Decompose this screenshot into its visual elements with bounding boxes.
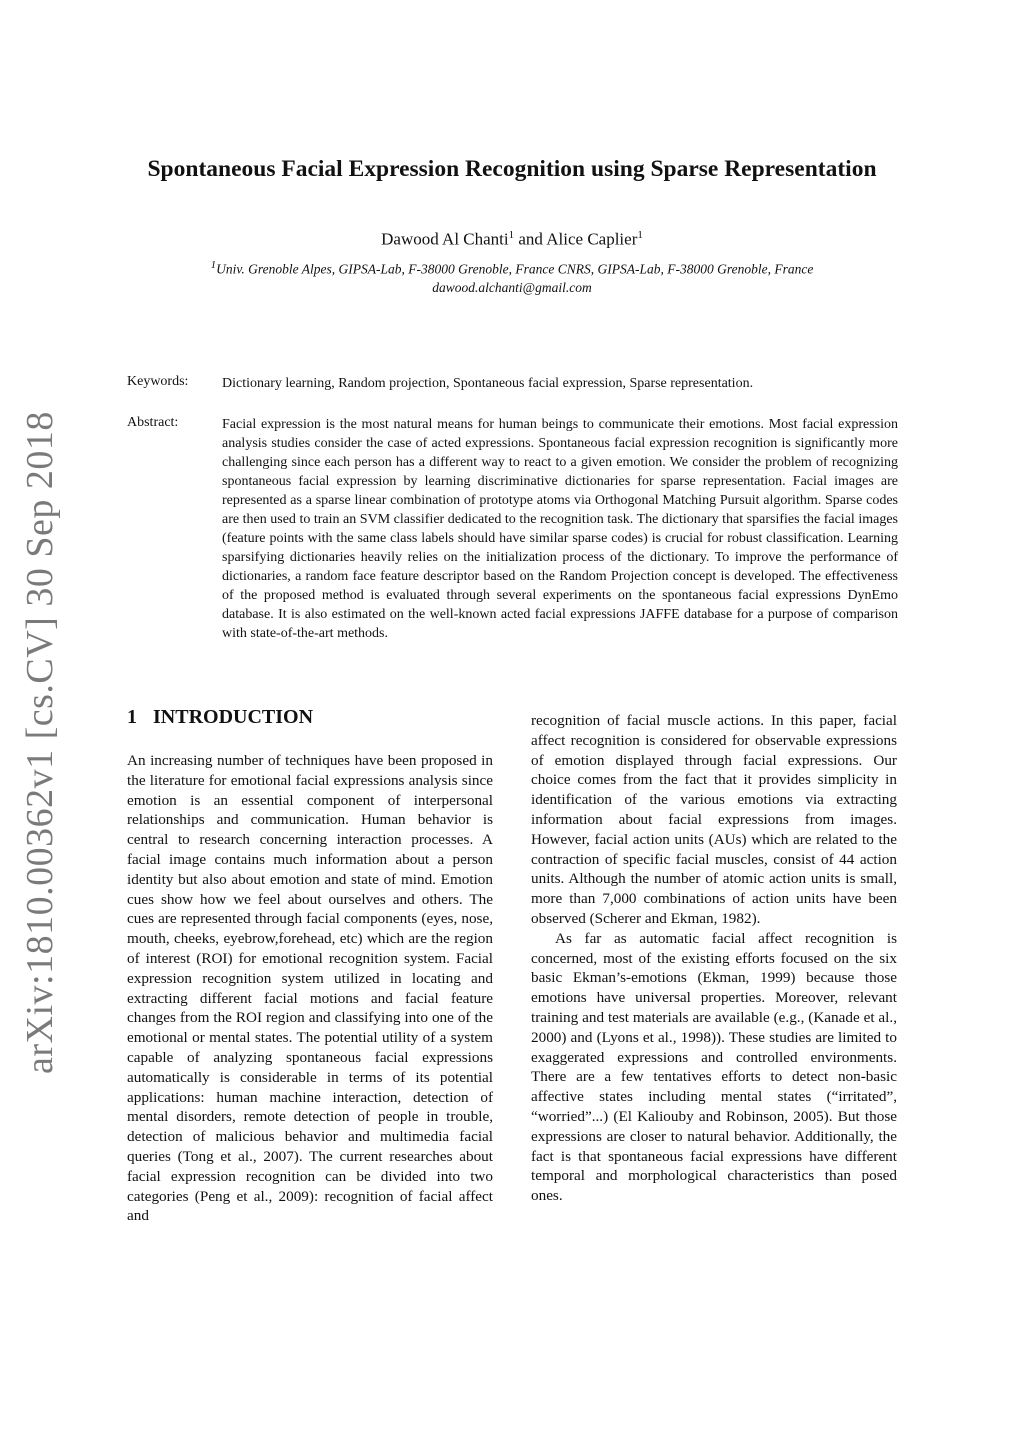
keywords-label: Keywords: [127,374,189,389]
body-paragraph: recognition of facial muscle actions. In this paper, facial affect recognition is considered for observable expressions of emotion displayed through facial expressions. Our choice comes from the fact that it provides simplicity in identification of the various emotions via extracting information about facial expressions from images. However, facial action units (AUs) which are related to the contraction of specific facial muscles, consist of 44 action units. Although the number of atomic action units is small, more than 7,000 combinations of action units have been observed (Scherer and Ekman, 1982). [531,712,897,927]
affiliation-marker: 1 [637,229,643,241]
section-number: 1 [127,706,137,728]
affiliation-text: Univ. Grenoble Alpes, GIPSA-Lab, F-38000 Grenoble, France CNRS, GIPSA-Lab, F-38000 Grenoble, France [216,261,814,277]
author-name: Alice Caplier [546,229,638,249]
author-name: Dawood Al Chanti [381,229,509,249]
section-heading [127,706,313,729]
abstract-text: Facial expression is the most natural means for human beings to communicate their emotions. Most facial expression analysis studies consider the case of acted expressions. Spontaneous facial expression recognition is significantly more challenging since each person has a different way to react to a given emotion. We consider the problem of recognizing spontaneous facial expression by learning discriminative dictionaries for sparse representation. Facial images are represented as a sparse linear combination of prototype atoms via Orthogonal Matching Pursuit algorithm. Sparse codes are then used to train an SVM classifier dedicated to the recognition task. The dictionary that sparsifies the facial images (feature points with the same class labels should have similar sparse codes) is crucial for robust classification. Learning sparsifying dictionaries heavily relies on the initialization process of the dictionary. To improve the performance of dictionaries, a random face feature descriptor based on the Random Projection concept is developed. The effectiveness of the proposed method is evaluated through several experiments on the spontaneous facial expressions DynEmo database. It is also estimated on the well-known acted facial expressions JAFFE database for a purpose of comparison with state-of-the-art methods. [222,417,898,641]
author-conjunction: and [514,229,547,249]
affiliation-marker: 1 [508,229,515,241]
arxiv-identifier: arXiv:1810.00362v1 [cs.CV] 30 Sep 2018 [19,411,61,1074]
body-paragraph: As far as automatic facial affect recognition is concerned, most of the existing efforts focused on the six basic Ekman’s-emotions (Ekman, 1999) because those emotions have universal properties. Moreover, relevant training and test materials are available (e.g., (Kanade et al., 2000) and (Lyons et al., 1998)). These studies are limited to exaggerated expressions and controlled environments. There are a few tentatives efforts to detect non-basic affective states including mental states (“irritated”, “worried”...) (El Kaliouby and Robinson, 2005). But those expressions are closer to natural behavior. Additionally, the fact is that spontaneous facial expressions have different temporal and morphological characteristics than posed ones. [531,929,897,1205]
body-paragraph: An increasing number of techniques have been proposed in the literature for emotional facial expressions analysis since emotion is an essential component of interpersonal relationships and communication. Human behavior is central to research concerning interaction processes. A facial image contains much information about a person identity but also about emotion and state of mind. Emotion cues show how we feel about ourselves and others. The cues are represented through facial components (eyes, nose, mouth, cheeks, eyebrow,forehead, etc) which are the region of interest (ROI) for emotional recognition system. Facial expression recognition system utilized in locating and extracting different facial motions and facial feature changes from the ROI region and classifying into one of the emotional or mental states. The potential utility of a system capable of analyzing spontaneous facial expressions automatically is considerable in terms of its potential applications: human machine interaction, detection of mental disorders, remote detection of people in trouble, detection of malicious behavior and multimedia facial queries (Tong et al., 2007). The current researches about facial expression recognition can be divided into two categories (Peng et al., 2009): recognition of facial affect and [127,752,493,1225]
section-title: INTRODUCTION [153,706,314,728]
author-email: dawood.alchanti@gmail.com [432,279,592,295]
keywords-text: Dictionary learning, Random projection, Spontaneous facial expression, Sparse representation. [222,376,754,391]
affiliation-block [100,256,924,297]
affiliation-marker: 1 [210,259,217,271]
paper-title: Spontaneous Facial Expression Recognition using Sparse Representation [147,156,877,182]
author-list [100,229,924,250]
abstract-label: Abstract: [127,415,179,430]
right-column [531,711,897,1206]
left-column [127,751,493,1226]
